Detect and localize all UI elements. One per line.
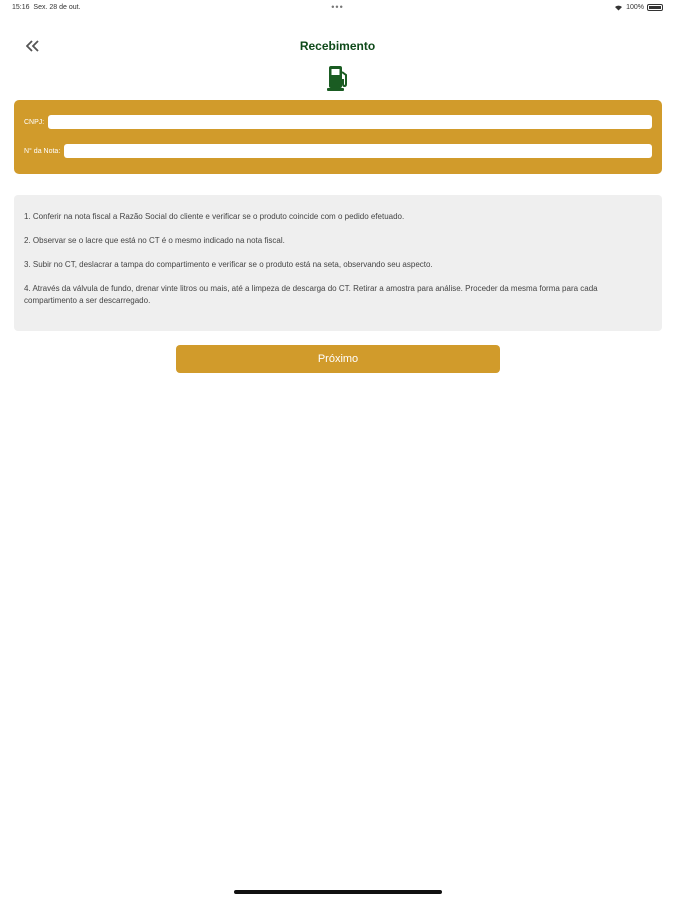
status-bar xyxy=(0,0,675,18)
nota-label: N° da Nota: xyxy=(24,147,61,155)
next-button[interactable]: Próximo xyxy=(176,345,500,373)
cnpj-input[interactable] xyxy=(48,115,652,129)
instruction-item: 3. Subir no CT, deslacrar a tampa do compartimento e verificar se o produto está na seta, observando seu aspecto. xyxy=(24,260,433,269)
nota-row xyxy=(24,143,652,159)
instructions-panel xyxy=(14,195,662,331)
cnpj-label: CNPJ: xyxy=(24,118,45,126)
home-indicator[interactable] xyxy=(234,890,442,894)
battery-percent: 100% xyxy=(626,4,644,11)
status-right xyxy=(614,4,663,11)
instruction-item: 1. Conferir na nota fiscal a Razão Social do cliente e verificar se o produto coincide com o pedido efetuado. xyxy=(24,212,405,221)
nota-input[interactable] xyxy=(64,144,652,158)
wifi-icon xyxy=(614,4,623,11)
cnpj-row xyxy=(24,114,652,130)
multitask-dots[interactable]: ••• xyxy=(331,2,344,12)
status-time: 15:16 Sex. 28 de out. xyxy=(12,4,81,11)
form-panel xyxy=(14,100,662,174)
instruction-item: 2. Observar se o lacre que está no CT é o mesmo indicado na nota fiscal. xyxy=(24,236,285,245)
fuel-pump-icon xyxy=(326,64,350,92)
battery-icon xyxy=(647,4,663,11)
instruction-item: 4. Através da válvula de fundo, drenar vinte litros ou mais, até a limpeza de descarga do CT. Retirar a amostra para análise. Proceder da mesma forma para cada compartimento a ser descarregado. xyxy=(24,284,598,305)
page-title: Recebimento xyxy=(299,39,376,53)
